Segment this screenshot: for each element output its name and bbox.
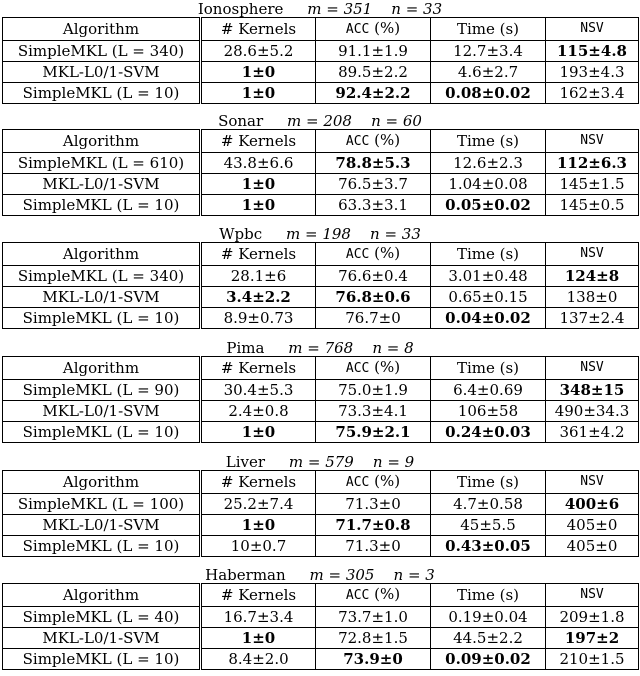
cell-nsv: 490±34.3: [546, 401, 639, 422]
cell-algorithm: MKL-L0/1-SVM: [3, 515, 201, 536]
cell-kernels: 16.7±3.4: [201, 607, 316, 628]
table-row: [3, 153, 639, 174]
cell-nsv: 137±2.4: [546, 308, 639, 329]
header-kernels: # Kernels: [201, 243, 316, 266]
table-row: [3, 494, 639, 515]
dataset-m: m = 351: [307, 0, 373, 18]
cell-nsv: 193±4.3: [546, 62, 639, 83]
cell-acc: 91.1±1.9: [316, 41, 431, 62]
dataset-n: n = 3: [393, 566, 435, 584]
cell-algorithm: SimpleMKL (L = 340): [3, 266, 201, 287]
dataset-caption: [2, 453, 638, 471]
dataset-caption: [2, 225, 638, 243]
cell-time: 44.5±2.2: [431, 628, 546, 649]
results-table: [2, 470, 639, 557]
dataset-name: Haberman: [205, 566, 286, 584]
table-row: [3, 287, 639, 308]
header-nsv: NSV: [546, 130, 639, 153]
header-algorithm: Algorithm: [3, 584, 201, 607]
cell-algorithm: SimpleMKL (L = 340): [3, 41, 201, 62]
table-row: [3, 536, 639, 557]
dataset-name: Pima: [226, 339, 265, 357]
dataset-m: m = 768: [288, 339, 354, 357]
header-kernels: # Kernels: [201, 471, 316, 494]
cell-time: 12.6±2.3: [431, 153, 546, 174]
header-acc: ACC (%): [316, 130, 431, 153]
cell-time: 0.09±0.02: [431, 649, 546, 670]
dataset-n: n = 8: [372, 339, 414, 357]
cell-time: 0.19±0.04: [431, 607, 546, 628]
cell-acc: 63.3±3.1: [316, 195, 431, 216]
header-algorithm: Algorithm: [3, 130, 201, 153]
table-row: [3, 41, 639, 62]
table-row: [3, 266, 639, 287]
dataset-name: Liver: [225, 453, 266, 471]
cell-time: 0.24±0.03: [431, 422, 546, 443]
header-nsv: NSV: [546, 18, 639, 41]
cell-acc: 72.8±1.5: [316, 628, 431, 649]
cell-nsv: 162±3.4: [546, 83, 639, 104]
dataset-name: Sonar: [218, 112, 264, 130]
header-algorithm: Algorithm: [3, 243, 201, 266]
cell-acc: 75.0±1.9: [316, 380, 431, 401]
cell-nsv: 124±8: [546, 266, 639, 287]
dataset-n: n = 33: [391, 0, 443, 18]
dataset-n: n = 60: [371, 112, 422, 130]
cell-algorithm: SimpleMKL (L = 10): [3, 195, 201, 216]
cell-time: 0.08±0.02: [431, 83, 546, 104]
cell-nsv: 361±4.2: [546, 422, 639, 443]
dataset-name: Wpbc: [219, 225, 263, 243]
header-nsv: NSV: [546, 357, 639, 380]
cell-acc: 89.5±2.2: [316, 62, 431, 83]
cell-nsv: 112±6.3: [546, 153, 639, 174]
table-row: [3, 195, 639, 216]
cell-nsv: 115±4.8: [546, 41, 639, 62]
cell-algorithm: MKL-L0/1-SVM: [3, 628, 201, 649]
cell-kernels: 1±0: [201, 83, 316, 104]
dataset-m: m = 579: [288, 453, 354, 471]
table-row: [3, 401, 639, 422]
results-table: [2, 17, 639, 104]
header-kernels: # Kernels: [201, 357, 316, 380]
cell-acc: 76.8±0.6: [316, 287, 431, 308]
header-algorithm: Algorithm: [3, 18, 201, 41]
results-table: [2, 356, 639, 443]
cell-algorithm: SimpleMKL (L = 40): [3, 607, 201, 628]
cell-kernels: 3.4±2.2: [201, 287, 316, 308]
table-row: [3, 174, 639, 195]
table-row: [3, 308, 639, 329]
table-row: [3, 628, 639, 649]
header-nsv: NSV: [546, 471, 639, 494]
header-row: [3, 357, 639, 380]
cell-kernels: 28.1±6: [201, 266, 316, 287]
table-row: [3, 83, 639, 104]
cell-kernels: 8.9±0.73: [201, 308, 316, 329]
cell-nsv: 400±6: [546, 494, 639, 515]
cell-kernels: 1±0: [201, 195, 316, 216]
header-acc: ACC (%): [316, 357, 431, 380]
header-nsv: NSV: [546, 584, 639, 607]
cell-time: 1.04±0.08: [431, 174, 546, 195]
cell-algorithm: SimpleMKL (L = 10): [3, 649, 201, 670]
cell-time: 106±58: [431, 401, 546, 422]
cell-algorithm: MKL-L0/1-SVM: [3, 401, 201, 422]
cell-nsv: 138±0: [546, 287, 639, 308]
header-row: [3, 18, 639, 41]
header-row: [3, 130, 639, 153]
results-table: [2, 242, 639, 329]
header-row: [3, 243, 639, 266]
cell-kernels: 1±0: [201, 422, 316, 443]
cell-algorithm: MKL-L0/1-SVM: [3, 287, 201, 308]
cell-acc: 76.5±3.7: [316, 174, 431, 195]
cell-acc: 71.3±0: [316, 494, 431, 515]
dataset-caption: [2, 112, 638, 130]
cell-kernels: 1±0: [201, 174, 316, 195]
cell-acc: 75.9±2.1: [316, 422, 431, 443]
cell-time: 4.6±2.7: [431, 62, 546, 83]
cell-algorithm: MKL-L0/1-SVM: [3, 174, 201, 195]
dataset-m: m = 208: [287, 112, 352, 130]
header-algorithm: Algorithm: [3, 357, 201, 380]
cell-time: 0.04±0.02: [431, 308, 546, 329]
cell-nsv: 145±0.5: [546, 195, 639, 216]
cell-kernels: 30.4±5.3: [201, 380, 316, 401]
table-row: [3, 649, 639, 670]
cell-nsv: 145±1.5: [546, 174, 639, 195]
results-table: [2, 129, 639, 216]
cell-time: 0.43±0.05: [431, 536, 546, 557]
cell-kernels: 28.6±5.2: [201, 41, 316, 62]
cell-acc: 76.7±0: [316, 308, 431, 329]
cell-kernels: 1±0: [201, 515, 316, 536]
header-time: Time (s): [431, 471, 546, 494]
cell-time: 4.7±0.58: [431, 494, 546, 515]
cell-acc: 71.7±0.8: [316, 515, 431, 536]
cell-nsv: 210±1.5: [546, 649, 639, 670]
header-acc: ACC (%): [316, 584, 431, 607]
header-time: Time (s): [431, 357, 546, 380]
cell-kernels: 10±0.7: [201, 536, 316, 557]
header-row: [3, 471, 639, 494]
cell-acc: 73.3±4.1: [316, 401, 431, 422]
cell-acc: 92.4±2.2: [316, 83, 431, 104]
header-kernels: # Kernels: [201, 584, 316, 607]
table-row: [3, 515, 639, 536]
header-time: Time (s): [431, 243, 546, 266]
header-acc: ACC (%): [316, 243, 431, 266]
dataset-caption: [2, 566, 638, 584]
cell-algorithm: MKL-L0/1-SVM: [3, 62, 201, 83]
cell-kernels: 1±0: [201, 628, 316, 649]
header-time: Time (s): [431, 130, 546, 153]
cell-algorithm: SimpleMKL (L = 10): [3, 308, 201, 329]
cell-kernels: 1±0: [201, 62, 316, 83]
dataset-name: Ionosphere: [197, 0, 284, 18]
dataset-n: n = 9: [372, 453, 415, 471]
cell-time: 3.01±0.48: [431, 266, 546, 287]
dataset-m: m = 305: [309, 566, 375, 584]
header-time: Time (s): [431, 584, 546, 607]
cell-acc: 73.9±0: [316, 649, 431, 670]
cell-nsv: 197±2: [546, 628, 639, 649]
table-row: [3, 380, 639, 401]
header-kernels: # Kernels: [201, 18, 316, 41]
cell-algorithm: SimpleMKL (L = 100): [3, 494, 201, 515]
header-time: Time (s): [431, 18, 546, 41]
cell-time: 12.7±3.4: [431, 41, 546, 62]
dataset-caption: [2, 0, 638, 18]
cell-kernels: 2.4±0.8: [201, 401, 316, 422]
cell-algorithm: SimpleMKL (L = 10): [3, 83, 201, 104]
dataset-caption: [2, 339, 638, 357]
header-acc: ACC (%): [316, 18, 431, 41]
cell-time: 0.05±0.02: [431, 195, 546, 216]
cell-nsv: 405±0: [546, 536, 639, 557]
cell-acc: 78.8±5.3: [316, 153, 431, 174]
cell-acc: 73.7±1.0: [316, 607, 431, 628]
cell-nsv: 405±0: [546, 515, 639, 536]
cell-algorithm: SimpleMKL (L = 90): [3, 380, 201, 401]
header-algorithm: Algorithm: [3, 471, 201, 494]
cell-kernels: 8.4±2.0: [201, 649, 316, 670]
cell-kernels: 25.2±7.4: [201, 494, 316, 515]
table-row: [3, 62, 639, 83]
cell-acc: 76.6±0.4: [316, 266, 431, 287]
table-row: [3, 607, 639, 628]
dataset-n: n = 33: [370, 225, 421, 243]
header-acc: ACC (%): [316, 471, 431, 494]
cell-algorithm: SimpleMKL (L = 610): [3, 153, 201, 174]
cell-nsv: 209±1.8: [546, 607, 639, 628]
cell-time: 0.65±0.15: [431, 287, 546, 308]
dataset-m: m = 198: [285, 225, 351, 243]
cell-nsv: 348±15: [546, 380, 639, 401]
results-table: [2, 583, 639, 670]
cell-algorithm: SimpleMKL (L = 10): [3, 536, 201, 557]
header-row: [3, 584, 639, 607]
header-nsv: NSV: [546, 243, 639, 266]
table-row: [3, 422, 639, 443]
cell-kernels: 43.8±6.6: [201, 153, 316, 174]
cell-acc: 71.3±0: [316, 536, 431, 557]
cell-algorithm: SimpleMKL (L = 10): [3, 422, 201, 443]
cell-time: 6.4±0.69: [431, 380, 546, 401]
header-kernels: # Kernels: [201, 130, 316, 153]
cell-time: 45±5.5: [431, 515, 546, 536]
